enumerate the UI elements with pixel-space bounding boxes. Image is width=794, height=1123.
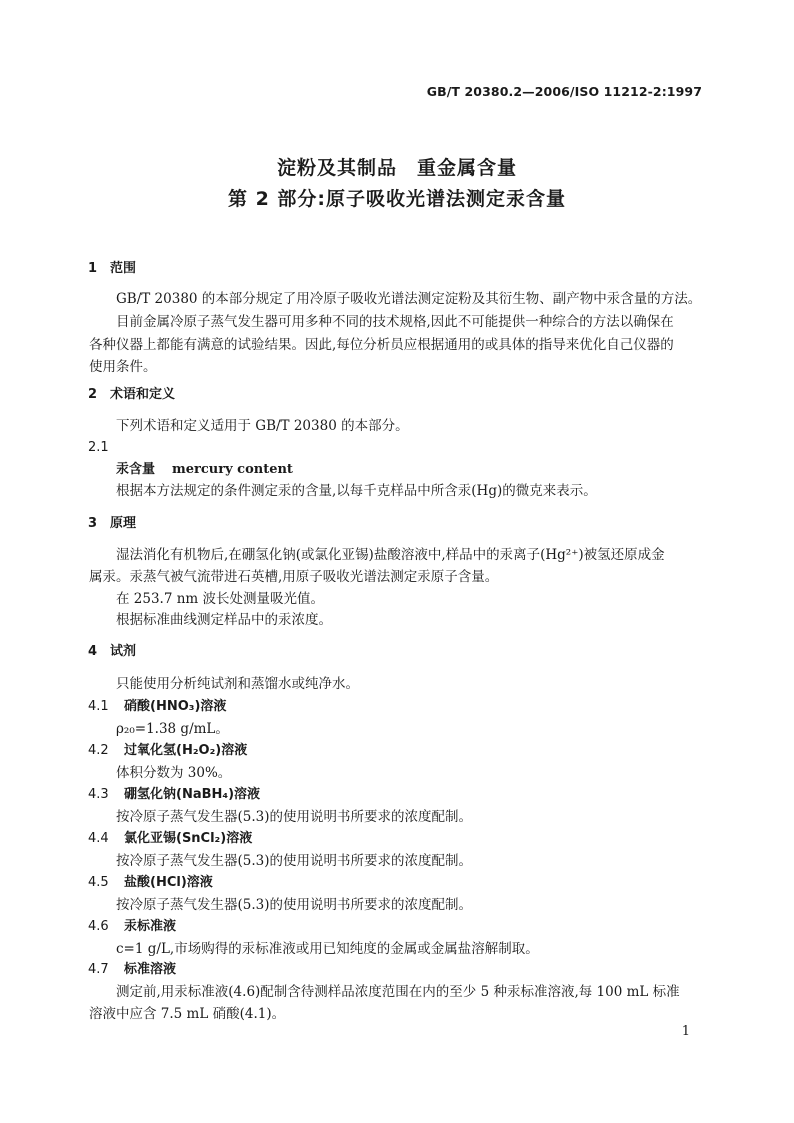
term-definition: 根据本方法规定的条件测定汞的含量,以每千克样品中所含汞(Hg)的微克来表示。 <box>116 483 597 499</box>
subsection-number: 4.4 <box>88 831 109 846</box>
section-number: 1 <box>88 261 98 276</box>
subsection-body: 按冷原子蒸气发生器(5.3)的使用说明书所要求的浓度配制。 <box>116 809 473 825</box>
page-number: 1 <box>681 1024 690 1039</box>
subsection-number: 4.5 <box>88 875 109 890</box>
subsection-title: 硝酸(HNO₃)溶液 <box>124 699 227 714</box>
subsection-body: ρ₂₀=1.38 g/mL。 <box>116 721 229 737</box>
subsection-body: 测定前,用汞标准液(4.6)配制含待测样品浓度范围在内的至少 5 种汞标准溶液,每 100 mL 标准 <box>116 984 680 1000</box>
term-chinese: 汞含量 <box>116 462 156 477</box>
subsection-title: 盐酸(HCl)溶液 <box>124 875 213 890</box>
subsection-number: 2.1 <box>88 440 109 455</box>
section-title: 原理 <box>110 516 137 531</box>
paragraph-continuation: 使用条件。 <box>89 359 157 375</box>
paragraph: 在 253.7 nm 波长处测量吸光值。 <box>116 591 325 607</box>
section-title: 范围 <box>110 261 137 276</box>
subsection-body: c=1 g/L,市场购得的汞标准液或用已知纯度的金属或金属盐溶解制取。 <box>116 941 539 957</box>
subsection-number: 4.3 <box>88 787 109 802</box>
document-title-line1: 淀粉及其制品 重金属含量 <box>276 157 517 179</box>
paragraph: 目前金属冷原子蒸气发生器可用多种不同的技术规格,因此不可能提供一种综合的方法以确保在 <box>116 314 674 330</box>
subsection-title: 标准溶液 <box>124 962 177 977</box>
paragraph: 湿法消化有机物后,在硼氢化钠(或氯化亚锡)盐酸溶液中,样品中的汞离子(Hg²⁺)被氢还原成金 <box>116 547 665 563</box>
subsection-body: 按冷原子蒸气发生器(5.3)的使用说明书所要求的浓度配制。 <box>116 897 473 913</box>
section-number: 2 <box>88 387 98 402</box>
paragraph: 根据标准曲线测定样品中的汞浓度。 <box>116 612 332 628</box>
term-english: mercury content <box>172 462 293 477</box>
paragraph-continuation: 属汞。汞蒸气被气流带进石英槽,用原子吸收光谱法测定汞原子含量。 <box>89 569 499 585</box>
paragraph: 只能使用分析纯试剂和蒸馏水或纯净水。 <box>116 676 359 692</box>
paragraph: 下列术语和定义适用于 GB/T 20380 的本部分。 <box>116 418 409 434</box>
subsection-number: 4.1 <box>88 699 109 714</box>
subsection-title: 硼氢化钠(NaBH₄)溶液 <box>124 787 261 802</box>
section-title: 术语和定义 <box>110 387 176 402</box>
subsection-number: 4.7 <box>88 962 109 977</box>
subsection-body: 按冷原子蒸气发生器(5.3)的使用说明书所要求的浓度配制。 <box>116 853 473 869</box>
subsection-title: 过氧化氢(H₂O₂)溶液 <box>124 743 248 758</box>
document-title-line2: 第 2 部分:原子吸收光谱法测定汞含量 <box>227 188 567 210</box>
paragraph: GB/T 20380 的本部分规定了用冷原子吸收光谱法测定淀粉及其衍生物、副产物中汞含量的方法。 <box>116 291 702 307</box>
section-number: 4 <box>88 644 98 659</box>
subsection-title: 汞标准液 <box>124 919 177 934</box>
section-number: 3 <box>88 516 98 531</box>
paragraph-continuation: 各种仪器上都能有满意的试验结果。因此,每位分析员应根据通用的或具体的指导来优化自己仪器的 <box>89 337 674 353</box>
standard-code: GB/T 20380.2—2006/ISO 11212-2:1997 <box>426 84 702 99</box>
section-title: 试剂 <box>110 644 137 659</box>
subsection-number: 4.6 <box>88 919 109 934</box>
subsection-title: 氯化亚锡(SnCl₂)溶液 <box>124 831 253 846</box>
subsection-body: 体积分数为 30%。 <box>116 765 232 781</box>
subsection-number: 4.2 <box>88 743 109 758</box>
subsection-body-continuation: 溶液中应含 7.5 mL 硝酸(4.1)。 <box>89 1006 286 1022</box>
